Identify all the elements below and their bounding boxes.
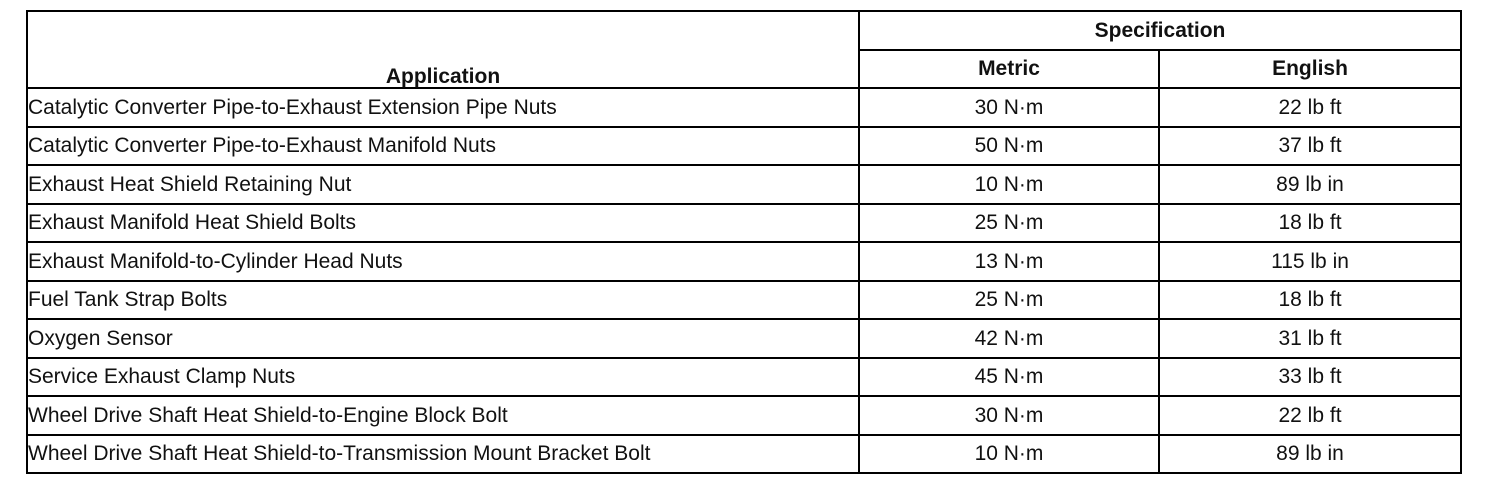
- metric-cell: 30 N·m: [859, 396, 1159, 435]
- table-row: [27, 281, 1461, 320]
- english-cell: 31 lb ft: [1159, 319, 1461, 358]
- application-cell: Wheel Drive Shaft Heat Shield-to-Transmission Mount Bracket Bolt: [27, 435, 859, 474]
- table-row: [27, 319, 1461, 358]
- english-cell: 18 lb ft: [1159, 281, 1461, 320]
- application-cell: Oxygen Sensor: [27, 319, 859, 358]
- header-row-top: [27, 11, 1461, 50]
- english-cell: 89 lb in: [1159, 165, 1461, 204]
- table-row: [27, 204, 1461, 243]
- specification-table: [26, 10, 1462, 474]
- application-cell: Catalytic Converter Pipe-to-Exhaust Manifold Nuts: [27, 127, 859, 166]
- specification-header: Specification: [859, 11, 1461, 50]
- application-cell: Exhaust Manifold Heat Shield Bolts: [27, 204, 859, 243]
- application-cell: Wheel Drive Shaft Heat Shield-to-Engine Block Bolt: [27, 396, 859, 435]
- metric-cell: 10 N·m: [859, 165, 1159, 204]
- metric-cell: 25 N·m: [859, 281, 1159, 320]
- table-header: [27, 11, 1461, 88]
- application-cell: Exhaust Manifold-to-Cylinder Head Nuts: [27, 242, 859, 281]
- application-cell: Exhaust Heat Shield Retaining Nut: [27, 165, 859, 204]
- english-header: English: [1159, 50, 1461, 89]
- metric-cell: 30 N·m: [859, 88, 1159, 127]
- application-cell: Fuel Tank Strap Bolts: [27, 281, 859, 320]
- english-cell: 37 lb ft: [1159, 127, 1461, 166]
- english-cell: 22 lb ft: [1159, 88, 1461, 127]
- metric-cell: 13 N·m: [859, 242, 1159, 281]
- table-row: [27, 165, 1461, 204]
- english-cell: 18 lb ft: [1159, 204, 1461, 243]
- english-cell: 22 lb ft: [1159, 396, 1461, 435]
- application-cell: Catalytic Converter Pipe-to-Exhaust Extension Pipe Nuts: [27, 88, 859, 127]
- metric-header: Metric: [859, 50, 1159, 89]
- table-row: [27, 242, 1461, 281]
- metric-cell: 25 N·m: [859, 204, 1159, 243]
- table-row: [27, 127, 1461, 166]
- table-row: [27, 358, 1461, 397]
- metric-cell: 42 N·m: [859, 319, 1159, 358]
- english-cell: 115 lb in: [1159, 242, 1461, 281]
- table-row: [27, 435, 1461, 474]
- application-header: Application: [27, 11, 859, 88]
- metric-cell: 50 N·m: [859, 127, 1159, 166]
- metric-cell: 10 N·m: [859, 435, 1159, 474]
- english-cell: 89 lb in: [1159, 435, 1461, 474]
- table-row: [27, 88, 1461, 127]
- application-cell: Service Exhaust Clamp Nuts: [27, 358, 859, 397]
- table-row: [27, 396, 1461, 435]
- english-cell: 33 lb ft: [1159, 358, 1461, 397]
- table-body: [27, 88, 1461, 473]
- metric-cell: 45 N·m: [859, 358, 1159, 397]
